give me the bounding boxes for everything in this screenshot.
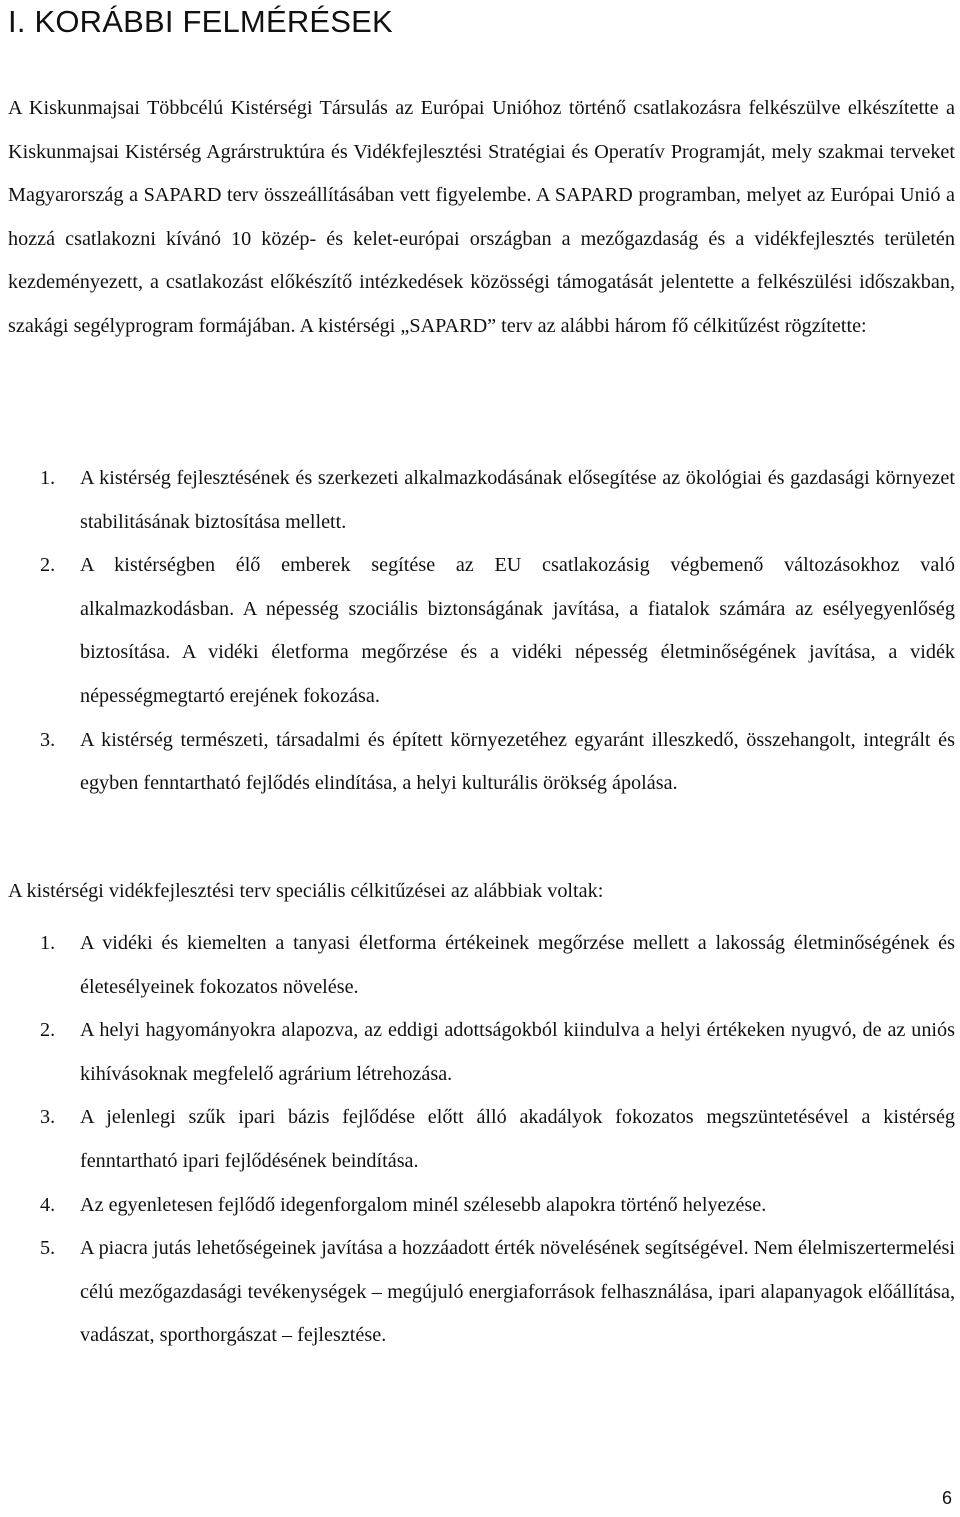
- list-item-text: A kistérségben élő emberek segítése az EU csatlakozásig végbemenő változásokhoz való alkalmazkodásban. A népesség szociális biztonságának javítása, a fiatalok számára az esélyegyenlőség biztosítása. A vidéki életforma megőrzése és a vidéki népesség életminőségének javítása, a vidék népességmegtartó erejének fokozása.: [80, 554, 955, 707]
- section-heading: I. KORÁBBI FELMÉRÉSEK: [8, 4, 393, 39]
- list-item-number: 2.: [40, 1019, 56, 1042]
- list-item: [8, 457, 955, 544]
- list-item: [8, 922, 955, 1009]
- intro-paragraph: A Kiskunmajsai Többcélú Kistérségi Társulás az Európai Unióhoz történő csatlakozásra felkészülve elkészítette a Kiskunmajsai Kistérség Agrárstruktúra és Vidékfejlesztési Stratégiai és Operatív Programját, mely szakmai terveket Magyarország a SAPARD terv összeállításában vett figyelembe. A SAPARD programban, melyet az Európai Unió a hozzá csatlakozni kívánó 10 közép- és kelet-európai országban a mezőgazdaság és a vidékfejlesztés területén kezdeményezett, a csatlakozást előkészítő intézkedések közösségi támogatását jelentette a felkészülési időszakban, szakági segélyprogram formájában. A kistérségi „SAPARD” terv az alábbi három fő célkitűzést rögzítette:: [8, 97, 955, 337]
- special-goals-intro: A kistérségi vidékfejlesztési terv speciális célkitűzései az alábbiak voltak:: [8, 880, 604, 902]
- list-item-number: 3.: [40, 728, 56, 751]
- list-item-number: 4.: [40, 1193, 56, 1216]
- list-item-text: A piacra jutás lehetőségeinek javítása a hozzáadott érték növelésének segítségével. Nem élelmiszertermelési célú mezőgazdasági tevékenységek – megújuló energiaforrások felhasználása, ipari alapanyagok előállítása, vadászat, sporthorgászat – fejlesztése.: [80, 1237, 955, 1347]
- list-item-text: A kistérség fejlesztésének és szerkezeti alkalmazkodásának elősegítése az ökológiai és gazdasági környezet stabilitásának biztosítása mellett.: [80, 467, 955, 533]
- list-item-text: A vidéki és kiemelten a tanyasi életforma értékeinek megőrzése mellett a lakosság életminőségének és életesélyeinek fokozatos növelése.: [80, 932, 955, 998]
- list-item-text: Az egyenletesen fejlődő idegenforgalom minél szélesebb alapokra történő helyezése.: [80, 1193, 767, 1216]
- list-item: [8, 544, 955, 718]
- list-item: [8, 1227, 955, 1358]
- list-item-text: A helyi hagyományokra alapozva, az eddigi adottságokból kiindulva a helyi értékeken nyugvó, de az uniós kihívásoknak megfelelő agrárium létrehozása.: [80, 1019, 955, 1085]
- list-item-number: 1.: [40, 467, 56, 489]
- main-goals-list: [8, 457, 955, 806]
- list-item-text: A jelenlegi szűk ipari bázis fejlődése előtt álló akadályok fokozatos megszüntetésével a kistérség fenntartható ipari fejlődésének beindítása.: [80, 1106, 955, 1172]
- list-item: [8, 719, 955, 806]
- list-item-number: 1.: [40, 932, 56, 954]
- list-item-number: 3.: [40, 1106, 56, 1129]
- special-goals-list: [8, 922, 955, 1358]
- list-item-number: 5.: [40, 1237, 56, 1260]
- list-item-number: 2.: [40, 554, 56, 577]
- list-item-text: A kistérség természeti, társadalmi és épített környezetéhez egyaránt illeszkedő, összehangolt, integrált és egyben fenntartható fejlődés elindítása, a helyi kulturális örökség ápolása.: [80, 728, 955, 795]
- list-item: [8, 1009, 955, 1096]
- list-item: [8, 1096, 955, 1183]
- list-item: [8, 1184, 955, 1228]
- page-number: 6: [941, 1488, 952, 1508]
